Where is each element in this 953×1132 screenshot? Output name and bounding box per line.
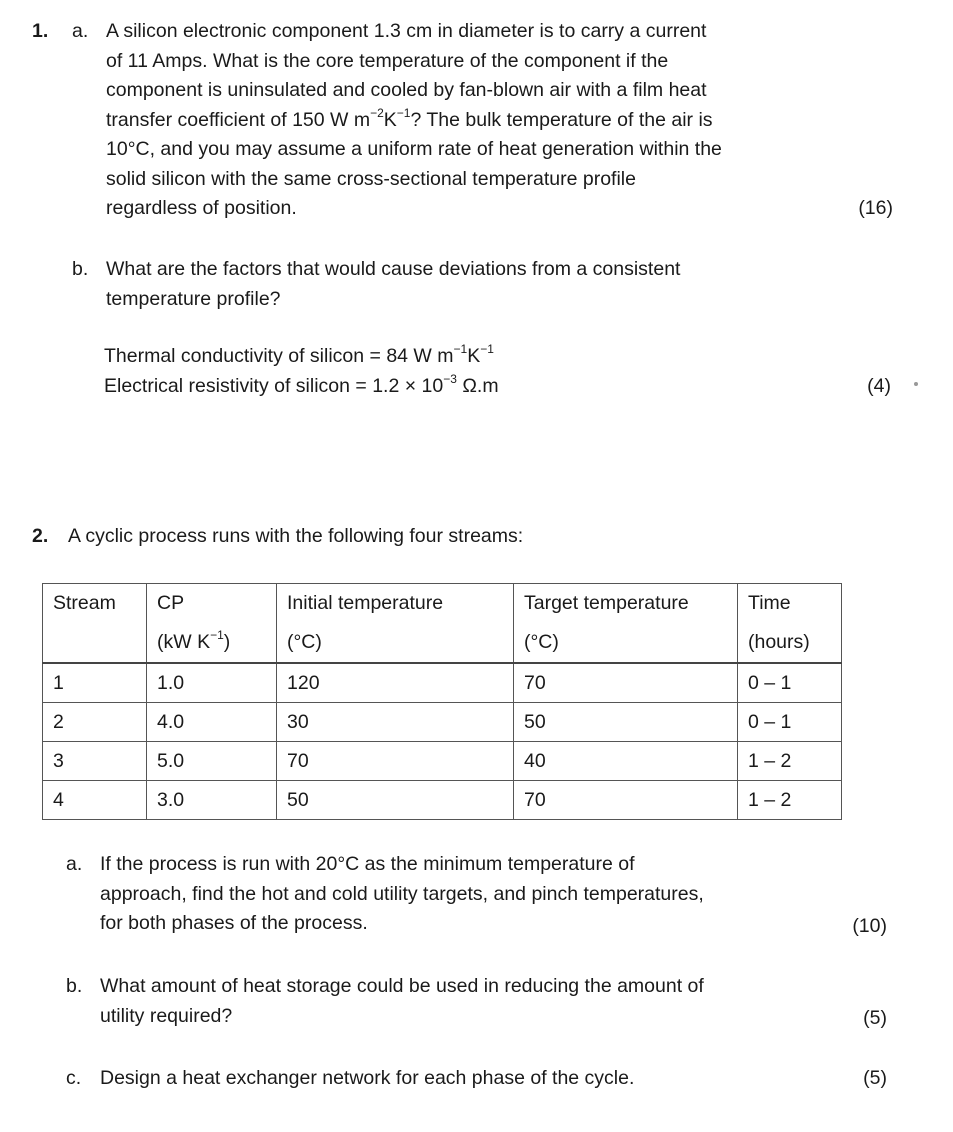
header-cp: CP (kW $K^{-1}$) [147,584,277,664]
question-1a-line: of 11 Amps. What is the core temperature of the component if the [106,49,669,72]
question-1b-line: What are the factors that would cause deviations from a consistent [106,258,681,280]
header-time: Time (hours) [738,584,842,664]
question-2b-line: What amount of heat storage could be used in reducing the amount of [100,975,704,997]
cell-cp: 5.0 [147,742,277,781]
table-header-row [43,584,842,664]
question-1-number: 1. [32,20,49,42]
cell-initial-temperature: 120 [277,663,514,703]
question-1a-marks: (16) [858,197,893,219]
cell-stream: 2 [43,703,147,742]
cell-target-temperature: 70 [514,781,738,820]
cell-stream: 1 [43,663,147,703]
question-2b-marks: (5) [863,1007,887,1029]
cell-target-temperature: 40 [514,742,738,781]
table-row [43,663,842,703]
question-2-number: 2. [32,525,49,547]
cell-target-temperature: 70 [514,663,738,703]
cell-stream: 3 [43,742,147,781]
cell-time: 0 – 1 [738,663,842,703]
question-1a-line-units: transfer coefficient of 150 W $m^{-2}K^{-1}$? The bulk temperature of the air is [106,105,713,131]
cell-time: 0 – 1 [738,703,842,742]
cell-initial-temperature: 30 [277,703,514,742]
question-2b-line: utility required? [100,1004,233,1027]
cell-cp: 3.0 [147,781,277,820]
question-1a-line: 10°C, and you may assume a uniform rate of heat generation within the [106,138,722,160]
cell-time: 1 – 2 [738,742,842,781]
thermal-conductivity: Thermal conductivity of silicon = 84 W $m^{-1}K^{-1}$ [104,342,494,367]
question-2a-marks: (10) [852,915,887,937]
question-2c-label: c. [66,1067,82,1089]
question-1b-text [106,255,680,314]
question-2a-label: a. [66,853,83,875]
scan-speck [914,382,918,386]
question-1a-label: a. [72,20,89,42]
cell-time: 1 – 2 [738,781,842,820]
header-target-temperature: Target temperature (°C) [514,584,738,664]
question-2c-text: Design a heat exchanger network for each phase of the cycle. [100,1067,635,1089]
header-initial-temperature: Initial temperature (°C) [277,584,514,664]
question-2a-text [100,850,704,939]
question-2a-line: for both phases of the process. [100,912,368,934]
question-1a-text [106,17,722,224]
question-1b-label: b. [72,258,89,280]
question-1a-line: regardless of position. [106,197,297,219]
streams-table [42,583,842,820]
silicon-properties [104,342,499,401]
question-2c-marks: (5) [863,1067,887,1089]
question-1b-marks: (4) [867,375,891,397]
question-1a-line: solid silicon with the same cross-sectional temperature profile [106,167,636,190]
question-2b-text [100,972,704,1031]
cell-initial-temperature: 70 [277,742,514,781]
question-2a-line: If the process is run with 20°C as the minimum temperature of [100,853,635,875]
cell-cp: 1.0 [147,663,277,703]
cell-target-temperature: 50 [514,703,738,742]
header-stream: Stream [43,584,147,664]
cell-initial-temperature: 50 [277,781,514,820]
table-row [43,781,842,820]
cell-cp: 4.0 [147,703,277,742]
question-1b-line: temperature profile? [106,287,281,310]
table-row [43,703,842,742]
electrical-resistivity: Electrical resistivity of silicon = $1.2 \times 10^{-3}$ Ω.m [104,371,499,397]
question-2-intro: A cyclic process runs with the following four streams: [68,525,524,547]
question-2a-line: approach, find the hot and cold utility targets, and pinch temperatures, [100,882,704,905]
question-1a-line: A silicon electronic component 1.3 cm in diameter is to carry a current [106,20,707,42]
cell-stream: 4 [43,781,147,820]
question-1a-line: component is uninsulated and cooled by fan-blown air with a film heat [106,79,707,101]
table-row [43,742,842,781]
question-2b-label: b. [66,975,83,997]
